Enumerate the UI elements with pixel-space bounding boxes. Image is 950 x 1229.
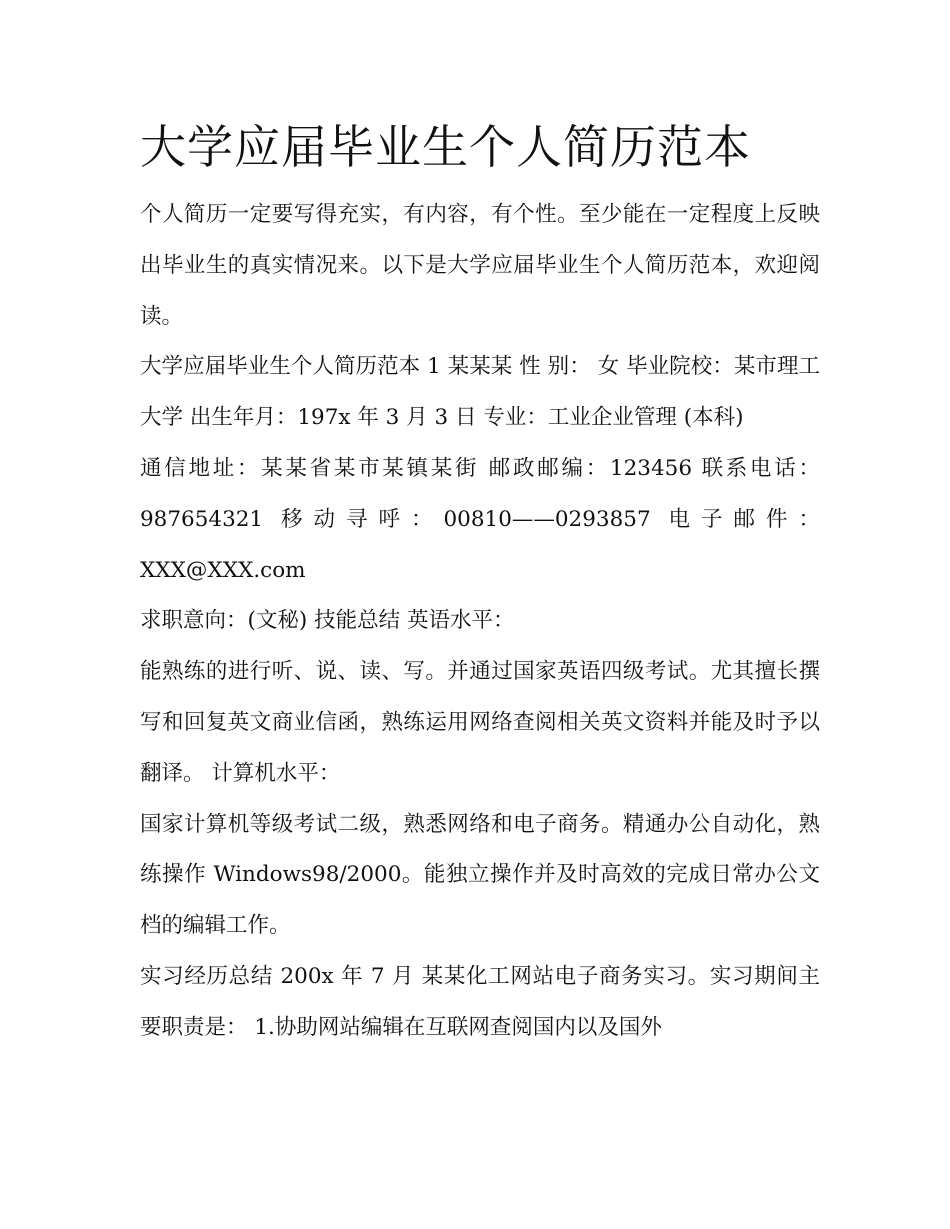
job-intention-paragraph: 求职意向：(文秘) 技能总结 英语水平： — [140, 608, 515, 634]
document-title: 大学应届毕业生个人简历范本 — [140, 120, 751, 174]
intro-paragraph: 个人简历一定要写得充实，有内容，有个性。至少能在一定程度上反映出毕业生的真实情况来。以下是大学应届毕业生个人简历范本，欢迎阅读。 — [140, 202, 820, 329]
personal-info-paragraph: 大学应届毕业生个人简历范本 1 某某某 性 别： 女 毕业院校：某市理工大学 出生年月：197x 年 3 月 3 日 专业：工业企业管理 (本科) — [140, 354, 820, 431]
document-body — [140, 112, 820, 1054]
contact-info-paragraph: 通信地址：某某省某市某镇某街 邮政邮编：123456 联系电话：987654321 移动寻呼：00810——0293857 电子邮件：XXX@XXX.com — [140, 455, 820, 583]
internship-paragraph: 实习经历总结 200x 年 7 月 某某化工网站电子商务实习。实习期间主要职责是： 1.协助网站编辑在互联网查阅国内以及国外 — [140, 963, 820, 1040]
computer-skills-paragraph: 国家计算机等级考试二级，熟悉网络和电子商务。精通办公自动化，熟练操作 Windows98/2000。能独立操作并及时高效的完成日常办公文档的编辑工作。 — [140, 811, 820, 939]
english-skills-paragraph: 能熟练的进行听、说、读、写。并通过国家英语四级考试。尤其擅长撰写和回复英文商业信函，熟练运用网络查阅相关英文资料并能及时予以翻译。 计算机水平： — [140, 659, 820, 786]
